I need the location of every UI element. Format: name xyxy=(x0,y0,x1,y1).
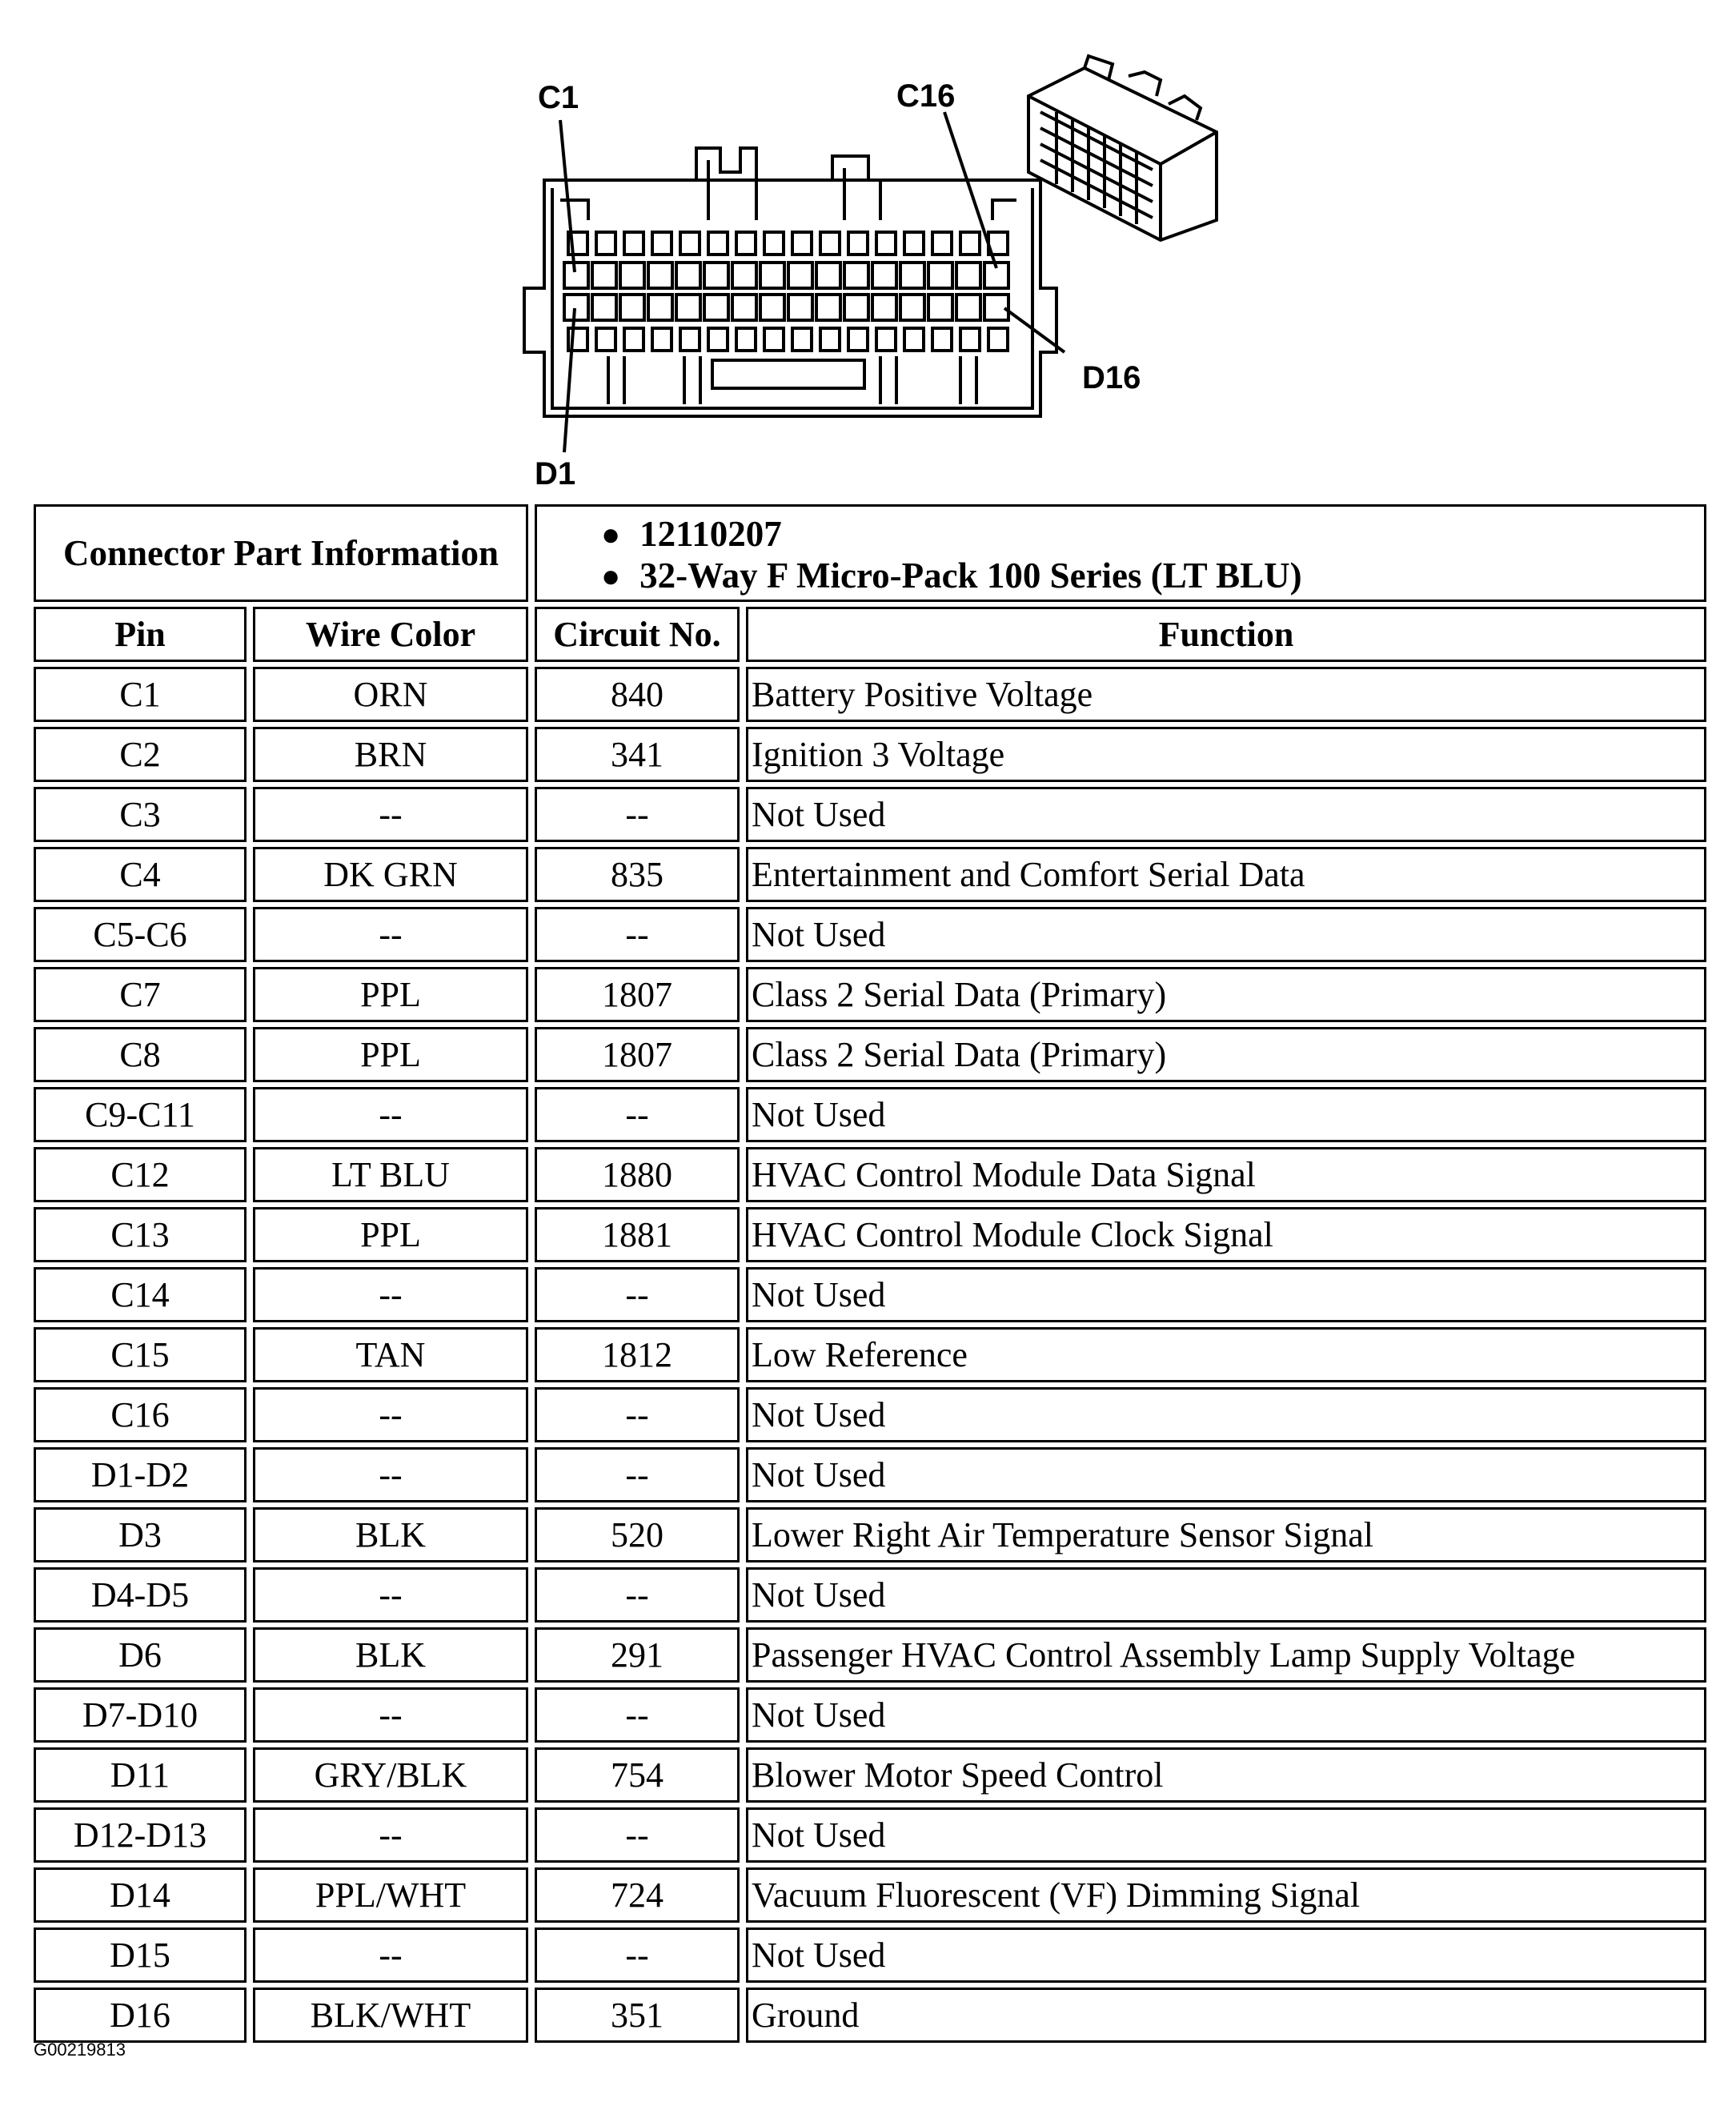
bullet-icon: ● xyxy=(601,557,621,594)
wire-color-cell: DK GRN xyxy=(253,847,528,902)
pin-cell: D6 xyxy=(34,1627,247,1683)
pin-cell: D12-D13 xyxy=(34,1807,247,1863)
pin-cell: C14 xyxy=(34,1267,247,1322)
wire-color-cell: BRN xyxy=(253,727,528,782)
wire-color-cell: PPL xyxy=(253,967,528,1022)
pin-cell: D3 xyxy=(34,1507,247,1562)
pin-cell: C13 xyxy=(34,1207,247,1262)
connector-latch-right xyxy=(832,156,880,220)
circuit-number-cell: -- xyxy=(535,1927,740,1983)
circuit-number-cell: 724 xyxy=(535,1867,740,1923)
connector-description: 32-Way F Micro-Pack 100 Series (LT BLU) xyxy=(639,556,1302,596)
pin-cell: D4-D5 xyxy=(34,1567,247,1623)
circuit-number-cell: 1807 xyxy=(535,1027,740,1082)
wire-color-cell: BLK/WHT xyxy=(253,1988,528,2043)
function-cell: Not Used xyxy=(746,1687,1706,1743)
wire-color-cell: -- xyxy=(253,787,528,842)
pin-cell: C7 xyxy=(34,967,247,1022)
wire-color-cell: -- xyxy=(253,1927,528,1983)
pin-cell: C4 xyxy=(34,847,247,902)
bottom-pin-row xyxy=(568,328,1008,351)
connector-3d-thumbnail xyxy=(1028,56,1217,240)
function-cell: Low Reference xyxy=(746,1327,1706,1382)
function-cell: HVAC Control Module Data Signal xyxy=(746,1147,1706,1202)
wire-color-cell: -- xyxy=(253,1687,528,1743)
pin-cell: D15 xyxy=(34,1927,247,1983)
function-cell: Not Used xyxy=(746,1387,1706,1442)
header-wire-color: Wire Color xyxy=(253,607,528,662)
pin-cell: D1-D2 xyxy=(34,1447,247,1502)
part-number: 12110207 xyxy=(639,514,782,554)
circuit-number-cell: -- xyxy=(535,787,740,842)
pin-cell: D11 xyxy=(34,1747,247,1803)
wire-color-cell: LT BLU xyxy=(253,1147,528,1202)
wire-color-cell: -- xyxy=(253,1447,528,1502)
pin-cell: C16 xyxy=(34,1387,247,1442)
pin-cell: D16 xyxy=(34,1988,247,2043)
function-cell: Not Used xyxy=(746,1267,1706,1322)
pin-cell: D14 xyxy=(34,1867,247,1923)
function-cell: Not Used xyxy=(746,1447,1706,1502)
pin-cell: C5-C6 xyxy=(34,907,247,962)
connector-info-value xyxy=(535,504,1706,602)
circuit-number-cell: 520 xyxy=(535,1507,740,1562)
circuit-number-cell: -- xyxy=(535,1687,740,1743)
wire-color-cell: -- xyxy=(253,1807,528,1863)
wire-color-cell: TAN xyxy=(253,1327,528,1382)
circuit-number-cell: -- xyxy=(535,1447,740,1502)
top-pin-row xyxy=(568,232,1008,255)
pin-cell: C2 xyxy=(34,727,247,782)
function-cell: Entertainment and Comfort Serial Data xyxy=(746,847,1706,902)
function-cell: Not Used xyxy=(746,1087,1706,1142)
circuit-number-cell: 1881 xyxy=(535,1207,740,1262)
header-pin: Pin xyxy=(34,607,247,662)
wire-color-cell: GRY/BLK xyxy=(253,1747,528,1803)
bullet-icon: ● xyxy=(601,515,621,552)
circuit-number-cell: 351 xyxy=(535,1988,740,2043)
circuit-number-cell: 1807 xyxy=(535,967,740,1022)
function-cell: Class 2 Serial Data (Primary) xyxy=(746,1027,1706,1082)
function-cell: Not Used xyxy=(746,1927,1706,1983)
circuit-number-cell: -- xyxy=(535,1387,740,1442)
c-pin-row xyxy=(564,263,1008,288)
connector-center-slot xyxy=(712,360,864,388)
connector-diagram xyxy=(0,0,1736,496)
label-c16: C16 xyxy=(896,78,956,114)
wire-color-cell: -- xyxy=(253,1387,528,1442)
label-c1: C1 xyxy=(538,80,579,115)
function-cell: Lower Right Air Temperature Sensor Signal xyxy=(746,1507,1706,1562)
pin-cell: C1 xyxy=(34,667,247,722)
circuit-number-cell: -- xyxy=(535,1807,740,1863)
circuit-number-cell: -- xyxy=(535,1267,740,1322)
wire-color-cell: BLK xyxy=(253,1507,528,1562)
connector-latch-left xyxy=(696,148,756,220)
function-cell: Vacuum Fluorescent (VF) Dimming Signal xyxy=(746,1867,1706,1923)
circuit-number-cell: -- xyxy=(535,1087,740,1142)
header-circuit-no: Circuit No. xyxy=(535,607,740,662)
figure-id: G00219813 xyxy=(34,2040,126,2060)
wire-color-cell: -- xyxy=(253,907,528,962)
circuit-number-cell: 1880 xyxy=(535,1147,740,1202)
wire-color-cell: PPL xyxy=(253,1207,528,1262)
wire-color-cell: PPL/WHT xyxy=(253,1867,528,1923)
pin-cell: C15 xyxy=(34,1327,247,1382)
connector-description-line xyxy=(601,555,1302,596)
label-d16: D16 xyxy=(1082,360,1141,395)
wire-color-cell: BLK xyxy=(253,1627,528,1683)
wire-color-cell: PPL xyxy=(253,1027,528,1082)
function-cell: Not Used xyxy=(746,787,1706,842)
circuit-number-cell: 835 xyxy=(535,847,740,902)
part-number-line xyxy=(601,513,782,555)
pin-cell: C8 xyxy=(34,1027,247,1082)
function-cell: Blower Motor Speed Control xyxy=(746,1747,1706,1803)
function-cell: Passenger HVAC Control Assembly Lamp Supply Voltage xyxy=(746,1627,1706,1683)
wire-color-cell: -- xyxy=(253,1087,528,1142)
pin-cell: C9-C11 xyxy=(34,1087,247,1142)
pin-cell: D7-D10 xyxy=(34,1687,247,1743)
wire-color-cell: ORN xyxy=(253,667,528,722)
function-cell: Battery Positive Voltage xyxy=(746,667,1706,722)
circuit-number-cell: 754 xyxy=(535,1747,740,1803)
pin-cell: C12 xyxy=(34,1147,247,1202)
d-pin-row xyxy=(564,295,1008,320)
header-function: Function xyxy=(746,607,1706,662)
circuit-number-cell: 1812 xyxy=(535,1327,740,1382)
function-cell: Ground xyxy=(746,1988,1706,2043)
circuit-number-cell: 291 xyxy=(535,1627,740,1683)
circuit-number-cell: -- xyxy=(535,907,740,962)
pinout-table xyxy=(34,504,1706,2043)
circuit-number-cell: 840 xyxy=(535,667,740,722)
circuit-number-cell: 341 xyxy=(535,727,740,782)
connector-info-label: Connector Part Information xyxy=(34,504,528,602)
function-cell: Ignition 3 Voltage xyxy=(746,727,1706,782)
label-d1: D1 xyxy=(535,456,576,491)
function-cell: Not Used xyxy=(746,907,1706,962)
wire-color-cell: -- xyxy=(253,1267,528,1322)
wire-color-cell: -- xyxy=(253,1567,528,1623)
function-cell: Class 2 Serial Data (Primary) xyxy=(746,967,1706,1022)
function-cell: Not Used xyxy=(746,1807,1706,1863)
function-cell: Not Used xyxy=(746,1567,1706,1623)
pin-cell: C3 xyxy=(34,787,247,842)
function-cell: HVAC Control Module Clock Signal xyxy=(746,1207,1706,1262)
circuit-number-cell: -- xyxy=(535,1567,740,1623)
